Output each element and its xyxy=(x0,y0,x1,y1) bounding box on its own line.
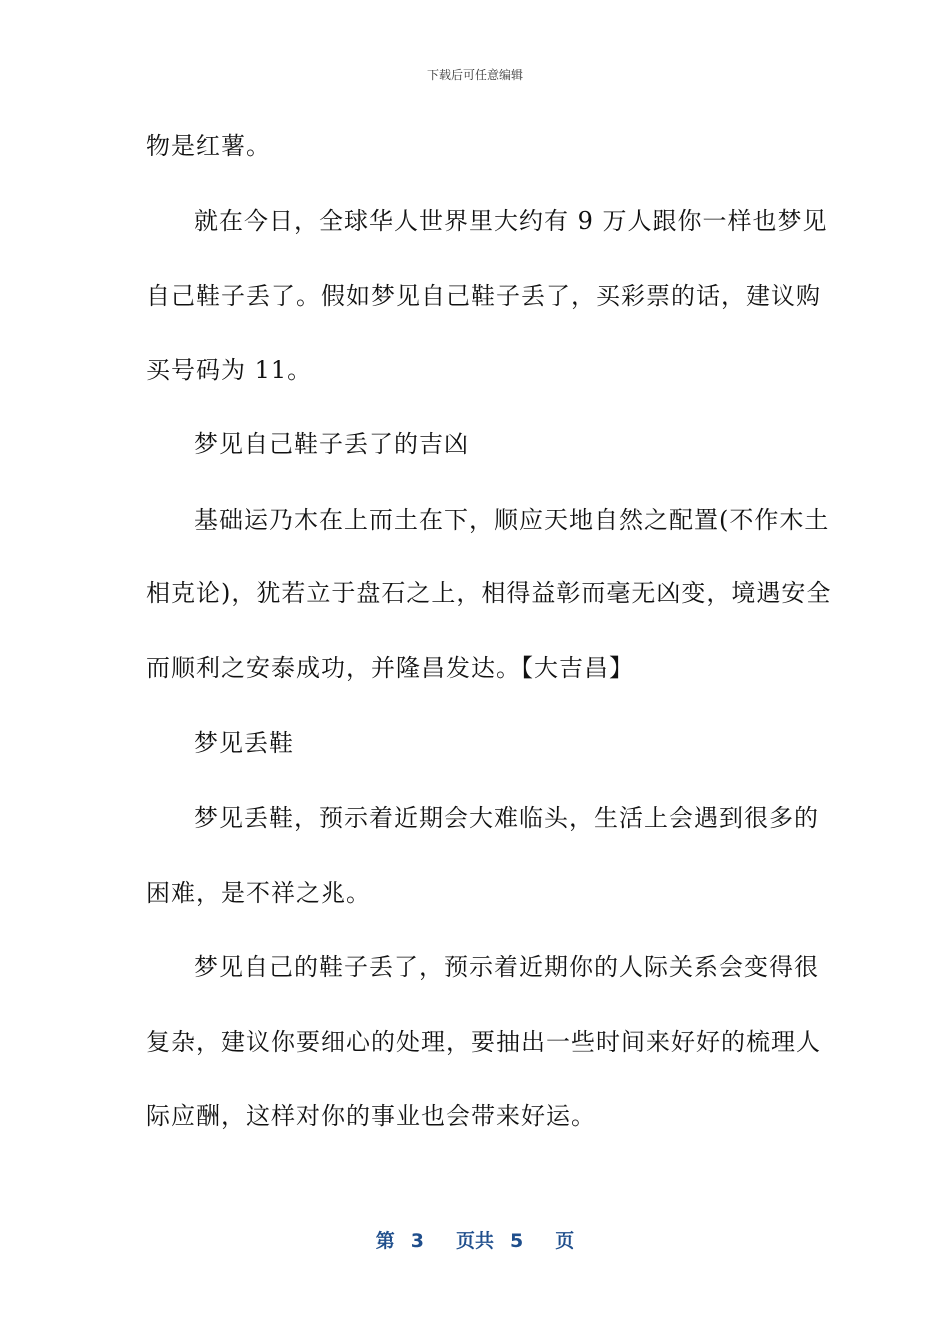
paragraph-line: 自己鞋子丢了。假如梦见自己鞋子丢了，买彩票的话，建议购 xyxy=(146,282,821,310)
paragraph-line: 际应酬，这样对你的事业也会带来好运。 xyxy=(146,1102,596,1130)
page-header: 下载后可任意编辑 xyxy=(426,68,523,82)
paragraph-line: 而顺利之安泰成功，并隆昌发达。【大吉昌】 xyxy=(146,654,634,682)
paragraph-line: 相克论)，犹若立于盘石之上，相得益彰而毫无凶变，境遇安全 xyxy=(146,579,832,607)
total-pages-number: 5 xyxy=(510,1230,524,1252)
paragraph-line: 就在今日，全球华人世界里大约有 9 万人跟你一样也梦见 xyxy=(194,207,828,235)
page-suffix: 页 xyxy=(555,1230,575,1252)
page-middle-label: 页共 xyxy=(455,1230,494,1252)
section-heading: 梦见丢鞋 xyxy=(194,729,294,757)
paragraph-line: 买号码为 11。 xyxy=(146,356,313,384)
paragraph-line: 复杂，建议你要细心的处理，要抽出一些时间来好好的梳理人 xyxy=(146,1028,821,1056)
paragraph-line: 梦见自己的鞋子丢了，预示着近期你的人际关系会变得很 xyxy=(194,953,819,981)
section-heading: 梦见自己鞋子丢了的吉凶 xyxy=(194,430,469,458)
paragraph-line: 困难，是不祥之兆。 xyxy=(146,879,371,907)
page-prefix: 第 xyxy=(375,1230,395,1252)
paragraph-line: 物是红薯。 xyxy=(146,132,271,160)
paragraph-line: 梦见丢鞋，预示着近期会大难临头，生活上会遇到很多的 xyxy=(194,804,819,832)
page-footer xyxy=(0,1226,950,1253)
paragraph-line: 基础运乃木在上而土在下，顺应天地自然之配置(不作木土 xyxy=(194,506,830,534)
current-page-number: 3 xyxy=(410,1230,424,1252)
